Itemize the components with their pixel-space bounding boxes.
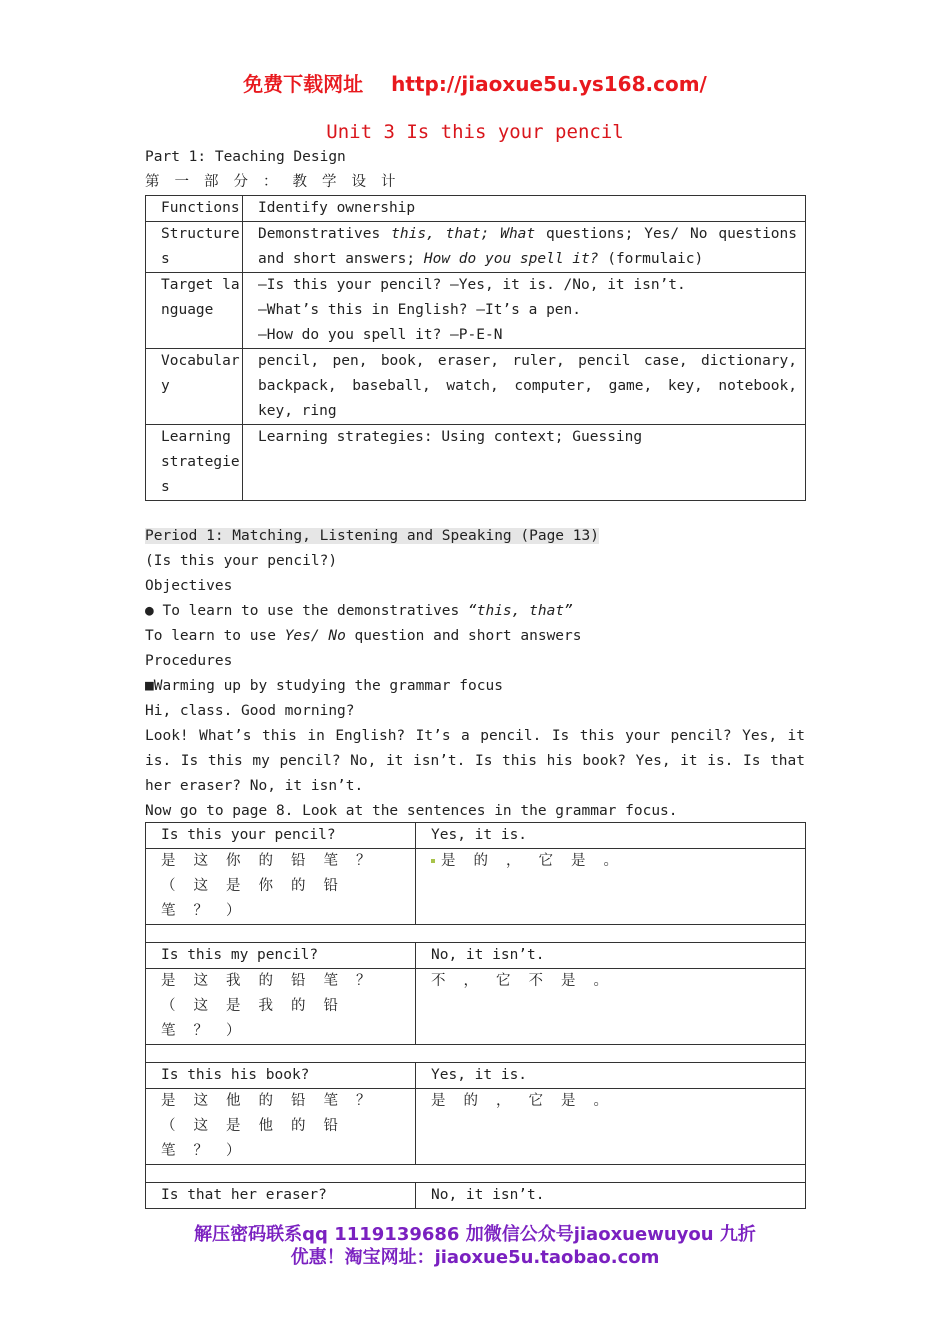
download-header (0, 68, 950, 97)
dialogue-paragraph: Look! What’s this in English? It’s a pencil. Is this your pencil? Yes, it is. Is this my pencil? No, it isn’t. Is this his book? Yes, it is. Is that her eraser? No, it isn’t. (145, 728, 805, 794)
row-value-structures: Demonstratives this, that; What questions; Yes/ No questions and short answers; How do you spell it? (formulaic) (243, 222, 806, 273)
instruction-text: Now go to page 8. Look at the sentences in the grammar focus. (145, 803, 678, 819)
table-row (146, 349, 806, 425)
table-row (146, 969, 806, 1045)
row-key-target-language: Target language (146, 273, 243, 349)
objective-1: ● To learn to use the demonstratives “this, that” (145, 603, 573, 619)
row-key-learning-strategies: Learning strategies (146, 425, 243, 501)
question-cn-cell: 是这他的铅笔？（这是他的铅笔？） (146, 1089, 416, 1165)
teaching-design-table (145, 195, 806, 501)
part-heading: Part 1: Teaching Design (145, 149, 346, 165)
table-row (146, 943, 806, 969)
greeting-text: Hi, class. Good morning? (145, 703, 355, 719)
procedures-label: Procedures (145, 653, 233, 669)
answer-cell: Yes, it is. (416, 1063, 806, 1089)
header-url-link[interactable]: http://jiaoxue5u.ys168.com/ (391, 72, 707, 96)
table-row (146, 1089, 806, 1165)
row-key-vocabulary: Vocabulary (146, 349, 243, 425)
marker-dot (431, 859, 435, 863)
question-cell: Is this my pencil? (146, 943, 416, 969)
row-key-functions: Functions (146, 196, 243, 222)
question-cn-cell: 是这你的铅笔？（这是你的铅笔？） (146, 849, 416, 925)
row-value-target-language: —Is this your pencil? —Yes, it is. /No, it isn’t. —What’s this in English? —It’s a pen. —How do you spell it? —P-E-N (243, 273, 806, 349)
table-row (146, 196, 806, 222)
footer-taobao-line[interactable]: 优惠！淘宝网址：jiaoxue5u.taobao.com (290, 1247, 660, 1268)
table-row (146, 1063, 806, 1089)
row-key-structures: Structures (146, 222, 243, 273)
part-heading-cn: 第一部分：教学设计 (145, 174, 411, 190)
table-row (146, 823, 806, 849)
period-subtitle: (Is this your pencil?) (145, 553, 338, 569)
footer-contact-line: 解压密码联系qq 1119139686 加微信公众号jiaoxuewuyou 九折 (194, 1224, 756, 1245)
answer-cell: No, it isn’t. (416, 1183, 806, 1209)
question-cell: Is this his book? (146, 1063, 416, 1089)
objective-2: To learn to use Yes/ No question and short answers (145, 628, 582, 644)
table-row (146, 273, 806, 349)
row-value-vocabulary: pencil, pen, book, eraser, ruler, pencil case, dictionary, backpack, baseball, watch, computer, game, key, notebook, key, ring (243, 349, 806, 425)
table-spacer-row (146, 1165, 806, 1183)
period-heading: Period 1: Matching, Listening and Speaking (Page 13) (145, 528, 599, 544)
answer-cell: No, it isn’t. (416, 943, 806, 969)
question-cn-cell: 是这我的铅笔？（这是我的铅笔？） (146, 969, 416, 1045)
unit-title: Unit 3 Is this your pencil (326, 121, 624, 143)
table-row (146, 1183, 806, 1209)
table-spacer-row (146, 925, 806, 943)
grammar-focus-table (145, 822, 806, 1209)
question-cell: Is this your pencil? (146, 823, 416, 849)
table-row (146, 222, 806, 273)
answer-cell: Yes, it is. (416, 823, 806, 849)
warming-up-heading: ■Warming up by studying the grammar focus (145, 678, 503, 694)
header-label: 免费下载网址 (243, 72, 364, 96)
row-value-functions: Identify ownership (243, 196, 806, 222)
table-row (146, 849, 806, 925)
objectives-label: Objectives (145, 578, 233, 594)
answer-cn-cell: 不，它不是。 (416, 969, 806, 1045)
table-row (146, 425, 806, 501)
answer-cn-cell: 是的，它是。 (416, 849, 806, 925)
answer-cn-cell: 是的，它是。 (416, 1089, 806, 1165)
row-value-learning-strategies: Learning strategies: Using context; Guessing (243, 425, 806, 501)
table-spacer-row (146, 1045, 806, 1063)
question-cell: Is that her eraser? (146, 1183, 416, 1209)
